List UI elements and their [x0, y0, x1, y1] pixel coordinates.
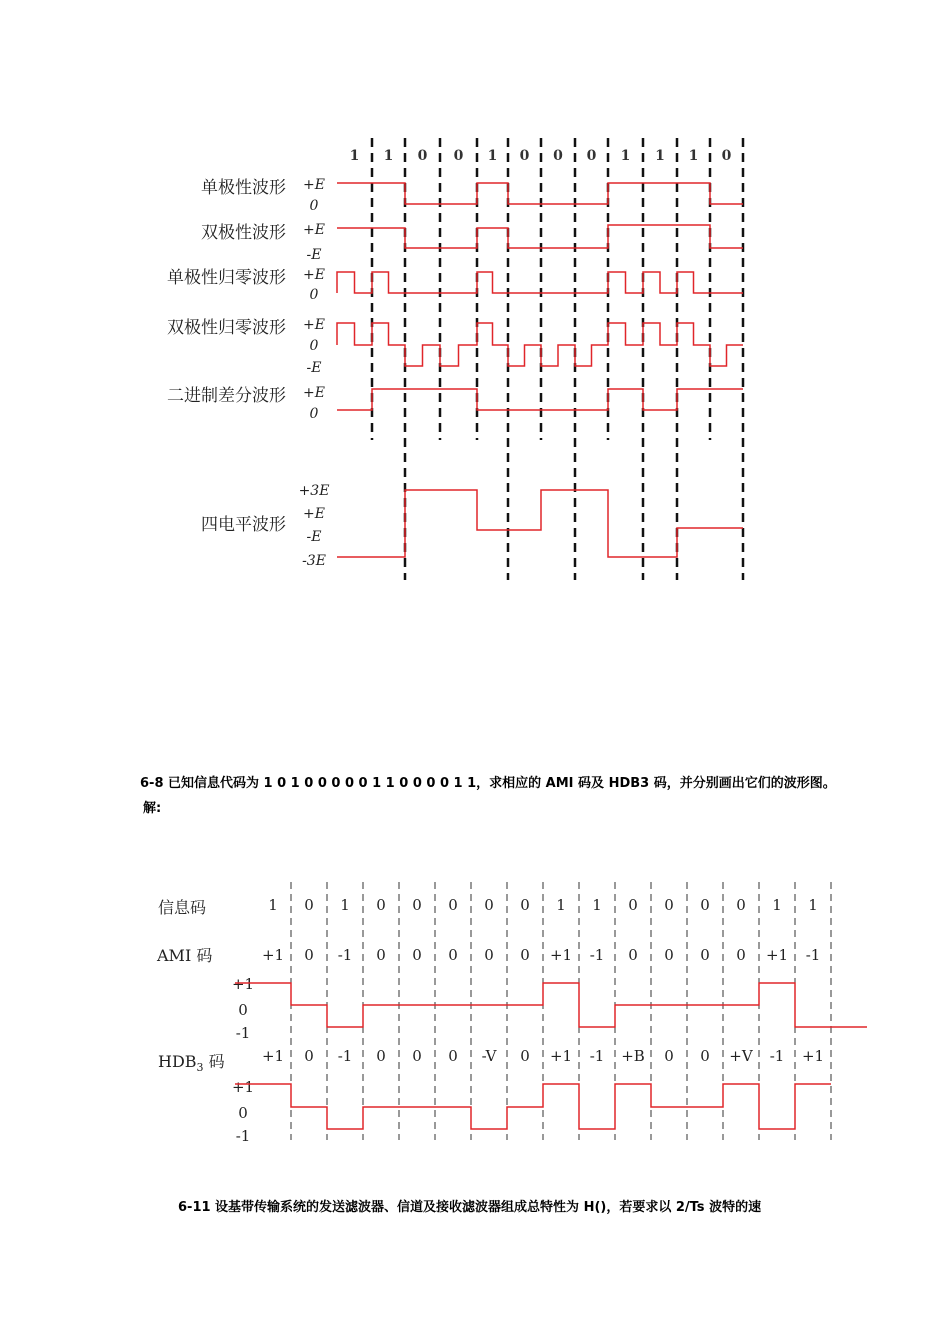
level-label: 0 [309, 287, 319, 303]
hdb3-code-label: 0 [412, 1047, 422, 1065]
bit-label: 1 [620, 148, 631, 164]
hdb3-code-label: +1 [261, 1047, 285, 1065]
ami-code-label: +1 [261, 946, 285, 964]
level-label: 0 [309, 198, 319, 214]
bit-label: 0 [586, 148, 597, 164]
ami-code-label: 0 [700, 946, 710, 964]
hdb3-waveform [235, 1084, 831, 1129]
bit-label: 1 [487, 148, 498, 164]
info-bit-label: 1 [340, 896, 350, 914]
hdb3-code-label: +V [729, 1047, 753, 1065]
hdb3-code-label: +1 [549, 1047, 573, 1065]
ami-code-label: -1 [589, 946, 605, 964]
level-label: -3E [302, 553, 326, 569]
question-6-8: 6-8 已知信息代码为 1 0 1 0 0 0 0 0 1 1 0 0 0 0 1 1，求相应的 AMI 码及 HDB3 码，并分别画出它们的波形图。 [140, 776, 836, 791]
hdb3-code-label: +B [621, 1047, 645, 1065]
hdb3-code-label: 0 [520, 1047, 530, 1065]
ami-axis-label: 0 [238, 1001, 248, 1019]
bit-label: 0 [453, 148, 464, 164]
level-label: +E [303, 506, 325, 522]
row-name-label: 双极性归零波形 [167, 318, 286, 338]
info-bit-label: 0 [736, 896, 746, 914]
hdb3-code-label: -1 [337, 1047, 353, 1065]
four-level-waveform [337, 490, 743, 557]
info-bit-label: 0 [448, 896, 458, 914]
info-bit-label: 0 [664, 896, 674, 914]
question-6-11: 6-11 设基带传输系统的发送滤波器、信道及接收滤波器组成总特性为 H()，若要求以 2/Ts 波特的速 [178, 1200, 762, 1215]
level-label: 0 [309, 338, 319, 354]
info-bit-label: 0 [520, 896, 530, 914]
level-label: +E [303, 222, 325, 238]
ami-code-label: -1 [805, 946, 821, 964]
ami-code-label: 0 [376, 946, 386, 964]
hdb3-code-label: 0 [664, 1047, 674, 1065]
info-bit-label: 1 [268, 896, 278, 914]
hdb3-code-label: -1 [769, 1047, 785, 1065]
ami-code-label: 0 [448, 946, 458, 964]
hdb3-axis-label: +1 [231, 1078, 255, 1096]
row-name-label: 单极性归零波形 [167, 268, 286, 288]
answer-label: 解: [143, 801, 162, 816]
bit-label: 0 [417, 148, 428, 164]
ami-code-label: 0 [628, 946, 638, 964]
info-bit-label: 0 [628, 896, 638, 914]
level-label: +E [303, 267, 325, 283]
hdb3-code-label: 0 [448, 1047, 458, 1065]
info-bit-label: 1 [556, 896, 566, 914]
bit-label: 1 [349, 148, 360, 164]
bit-label: 0 [721, 148, 732, 164]
hdb3-code-label: -1 [589, 1047, 605, 1065]
bit-label: 0 [553, 148, 563, 164]
hdb3-code-label: -V [481, 1047, 497, 1065]
figure-waveforms-1 [0, 0, 950, 600]
row-label-hdb3: $HDB_3$ 码 [158, 1052, 225, 1074]
ami-code-label: -1 [337, 946, 353, 964]
row-name-label: 单极性波形 [201, 178, 286, 198]
bit-label: 1 [655, 148, 665, 164]
hdb3-axis-label: -1 [235, 1127, 251, 1145]
info-bit-label: 1 [772, 896, 782, 914]
ami-code-label: +1 [765, 946, 789, 964]
hdb3-code-label: 0 [376, 1047, 386, 1065]
info-bit-label: 0 [412, 896, 422, 914]
level-label: +3E [298, 483, 330, 499]
ami-code-label: 0 [736, 946, 746, 964]
row-name-label: 四电平波形 [201, 515, 286, 535]
ami-waveform [235, 983, 867, 1027]
bipolar-rz-waveform [337, 323, 743, 366]
hdb3-code-label: 0 [700, 1047, 710, 1065]
ami-code-label: 0 [664, 946, 674, 964]
level-label: -E [306, 529, 322, 545]
info-bit-label: 0 [484, 896, 494, 914]
info-bit-label: 1 [808, 896, 818, 914]
hdb3-code-label: +1 [801, 1047, 825, 1065]
level-label: +E [303, 177, 325, 193]
level-label: -E [306, 360, 322, 376]
bit-label: 1 [688, 148, 699, 164]
info-bit-label: 0 [700, 896, 710, 914]
level-label: +E [303, 317, 325, 333]
row-label-ami: AMI 码 [157, 946, 213, 965]
bit-label: 0 [519, 148, 530, 164]
level-label: +E [303, 385, 325, 401]
hdb3-axis-label: 0 [238, 1104, 248, 1122]
hdb3-code-label: 0 [304, 1047, 314, 1065]
ami-code-label: 0 [412, 946, 422, 964]
row-name-label: 双极性波形 [201, 223, 286, 243]
ami-axis-label: +1 [231, 975, 255, 993]
figure-ami-hdb3 [0, 870, 950, 1170]
info-bit-label: 1 [592, 896, 602, 914]
level-label: 0 [309, 406, 319, 422]
info-bit-label: 0 [376, 896, 386, 914]
row-label-info: 信息码 [158, 898, 207, 917]
ami-code-label: 0 [520, 946, 530, 964]
level-label: -E [306, 247, 322, 263]
bit-label: 1 [383, 148, 394, 164]
info-bit-label: 0 [304, 896, 314, 914]
ami-code-label: +1 [549, 946, 573, 964]
ami-code-label: 0 [484, 946, 494, 964]
row-name-label: 二进制差分波形 [167, 386, 286, 406]
ami-code-label: 0 [304, 946, 314, 964]
ami-axis-label: -1 [235, 1024, 251, 1042]
